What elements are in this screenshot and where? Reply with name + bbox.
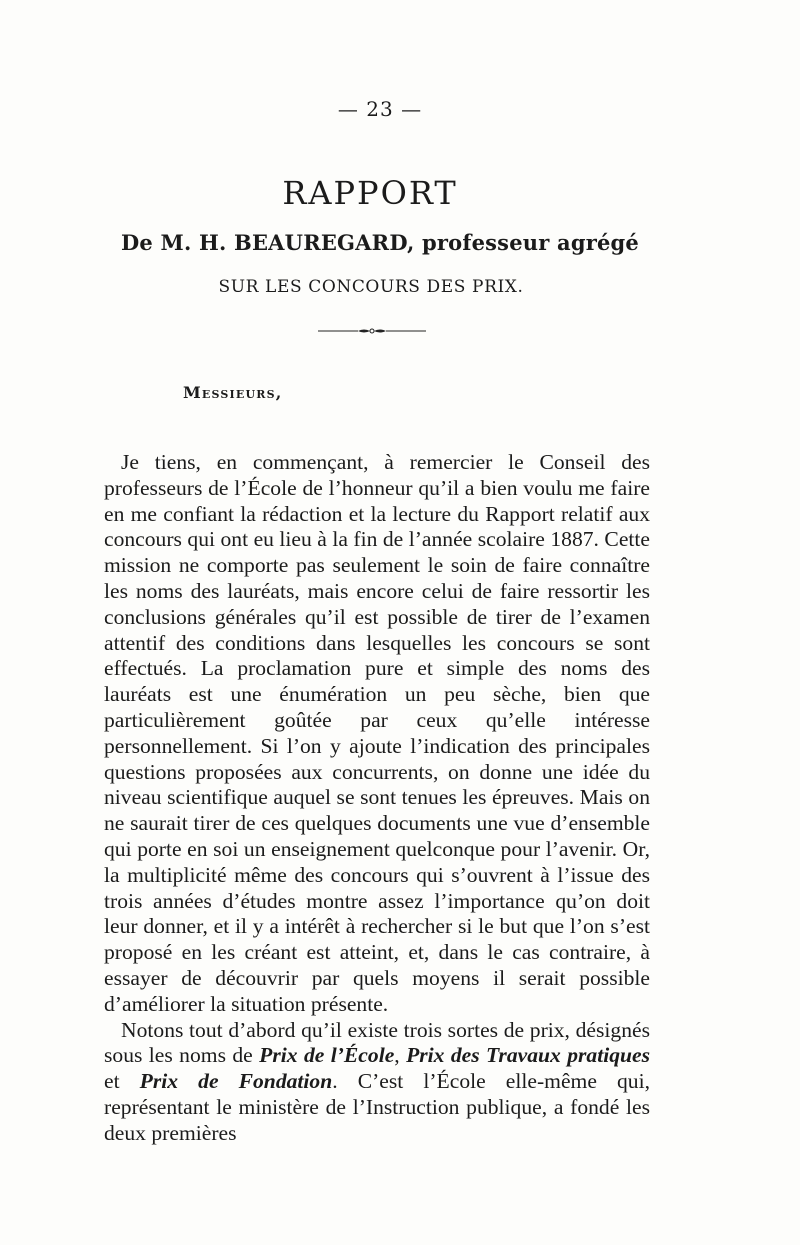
paragraph-2-before: Notons tout d’abord qu’il existe trois sortes de prix, désignés sous les noms de (104, 1017, 650, 1068)
prize-name-ecole: Prix de l’École (259, 1043, 395, 1068)
ornament-divider (318, 327, 426, 335)
report-body (104, 450, 650, 1147)
report-author: De M. H. BEAUREGARD, professeur agrégé (121, 230, 639, 255)
paragraph-2 (104, 1018, 650, 1147)
paragraph-2-after: . C’est l’École elle-même qui, représentant le ministère de l’Instruction publique, a fondé les deux premières (104, 1069, 650, 1145)
paragraph-2-mid2: et (104, 1069, 140, 1094)
salutation: Messieurs, (183, 383, 283, 402)
page-number: — 23 — (337, 97, 423, 121)
paragraph-2-mid1: , (394, 1043, 407, 1068)
report-title: RAPPORT (282, 174, 458, 212)
report-subject: SUR LES CONCOURS DES PRIX. (218, 277, 524, 297)
paragraph-1: Je tiens, en commençant, à remercier le Conseil des professeurs de l’École de l’honneur qu’il a bien voulu me faire en me confiant la rédaction et la lecture du Rapport relatif aux concours qui ont eu lieu à la fin de l’année scolaire 1887. Cette mission ne comporte pas seulement le soin de faire connaître les noms des lauréats, mais encore celui de faire ressortir les conclusions générales qu’il est possible de tirer de l’examen attentif des conditions dans lesquelles les concours se sont effectués. La proclamation pure et simple des noms des lauréats est une énumération un peu sèche, bien que particulièrement goûtée par ceux qu’elle intéresse personnellement. Si l’on y ajoute l’indication des principales questions proposées aux concurrents, on donne une idée du niveau scientifique auquel se sont tenues les épreuves. Mais on ne saurait tirer de ces quelques documents une vue d’ensemble qui porte en soi un enseignement quelconque pour l’avenir. Or, la multiplicité même des concours qui s’ouvrent à l’issue des trois années d’études montre assez l’importance qu’on doit leur donner, et il y a intérêt à rechercher si le but que l’on s’est proposé en les créant est atteint, et, dans le cas contraire, à essayer de découvrir par quels moyens il serait possible d’améliorer la situation présente. (104, 450, 650, 1016)
prize-name-travaux: Prix des Travaux pratiques (406, 1043, 651, 1068)
prize-name-fondation: Prix de Fondation (139, 1069, 333, 1094)
